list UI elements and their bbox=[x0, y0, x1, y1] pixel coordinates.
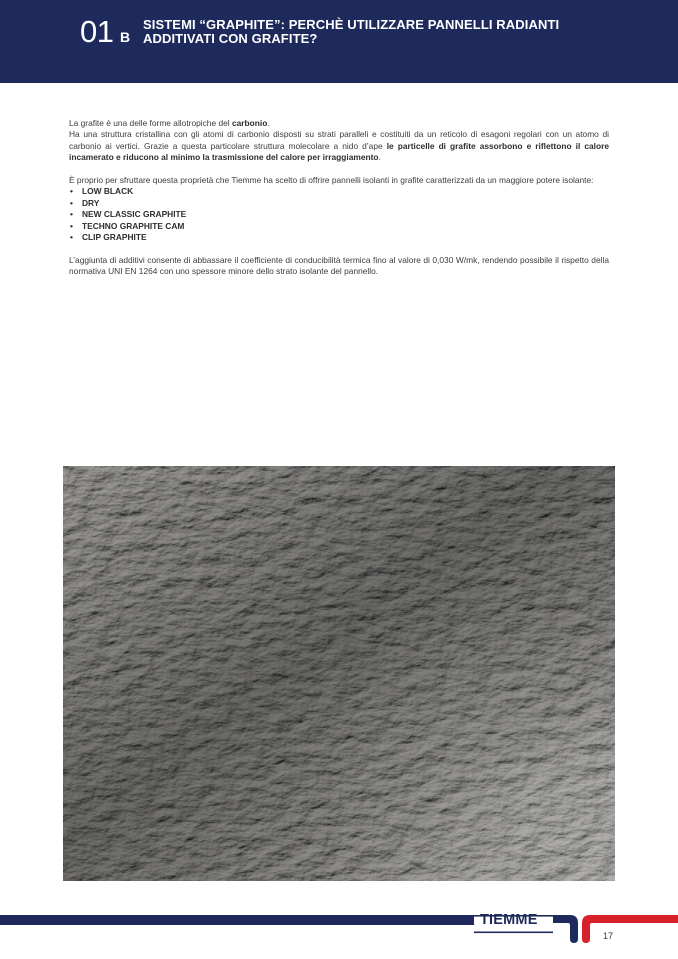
paragraph-structure: Ha una struttura cristallina con gli atomi di carbonio disposti su strati paralleli e costituiti da un reticolo di esagoni regolari con un atomo di carbonio ai vertici. Grazie a questa particolare struttura molecolare a nido d’ape le particelle di grafite assorbono e riflettono il calore incamerato e riducono al minimo la trasmissione del calore per irraggiamento. bbox=[69, 129, 609, 163]
section-title-line1: SISTEMI “GRAPHITE”: PERCHÈ UTILIZZARE PANNELLI RADIANTI bbox=[143, 17, 560, 32]
list-item: • LOW BLACK bbox=[69, 186, 609, 197]
bold-carbonio: carbonio bbox=[231, 118, 268, 128]
section-title-line2: ADDITIVATI CON GRAFITE? bbox=[143, 31, 318, 46]
page-header bbox=[0, 0, 678, 83]
graphite-texture-photo bbox=[63, 466, 615, 881]
paragraph-additives: L’aggiunta di additivi consente di abbassare il coefficiente di conducibilità termica fino al valore di 0,030 W/mk, rendendo possibile il rispetto della normativa UNI EN 1264 con uno spessore minore dello strato isolante del pannello. bbox=[69, 254, 609, 277]
footer-bar bbox=[0, 915, 474, 925]
brand-name: TIEMME bbox=[480, 912, 538, 928]
paragraph-intro: La grafite è una delle forme allotropiche del carbonio. bbox=[69, 118, 270, 128]
list-item: • NEW CLASSIC GRAPHITE bbox=[69, 209, 609, 220]
list-item: • CLIP GRAPHITE bbox=[69, 232, 609, 243]
section-letter: B bbox=[120, 29, 131, 45]
list-item: • DRY bbox=[69, 198, 609, 209]
section-title bbox=[143, 18, 559, 46]
page-number: 17 bbox=[603, 931, 614, 941]
paragraph-tiemme: È proprio per sfruttare questa proprietà che Tiemme ha scelto di offrire pannelli isolanti in grafite caratterizzati da un maggiore potere isolante: bbox=[69, 175, 594, 186]
bold-particles: le particelle di grafite assorbono e riflettono il calore incamerato e riducono al minimo la trasmissione del calore per irraggiamento bbox=[69, 140, 609, 163]
list-item: • TECHNO GRAPHITE CAM bbox=[69, 221, 609, 232]
section-number: 01 bbox=[80, 14, 114, 49]
body-text bbox=[69, 118, 609, 278]
product-list bbox=[69, 186, 609, 243]
